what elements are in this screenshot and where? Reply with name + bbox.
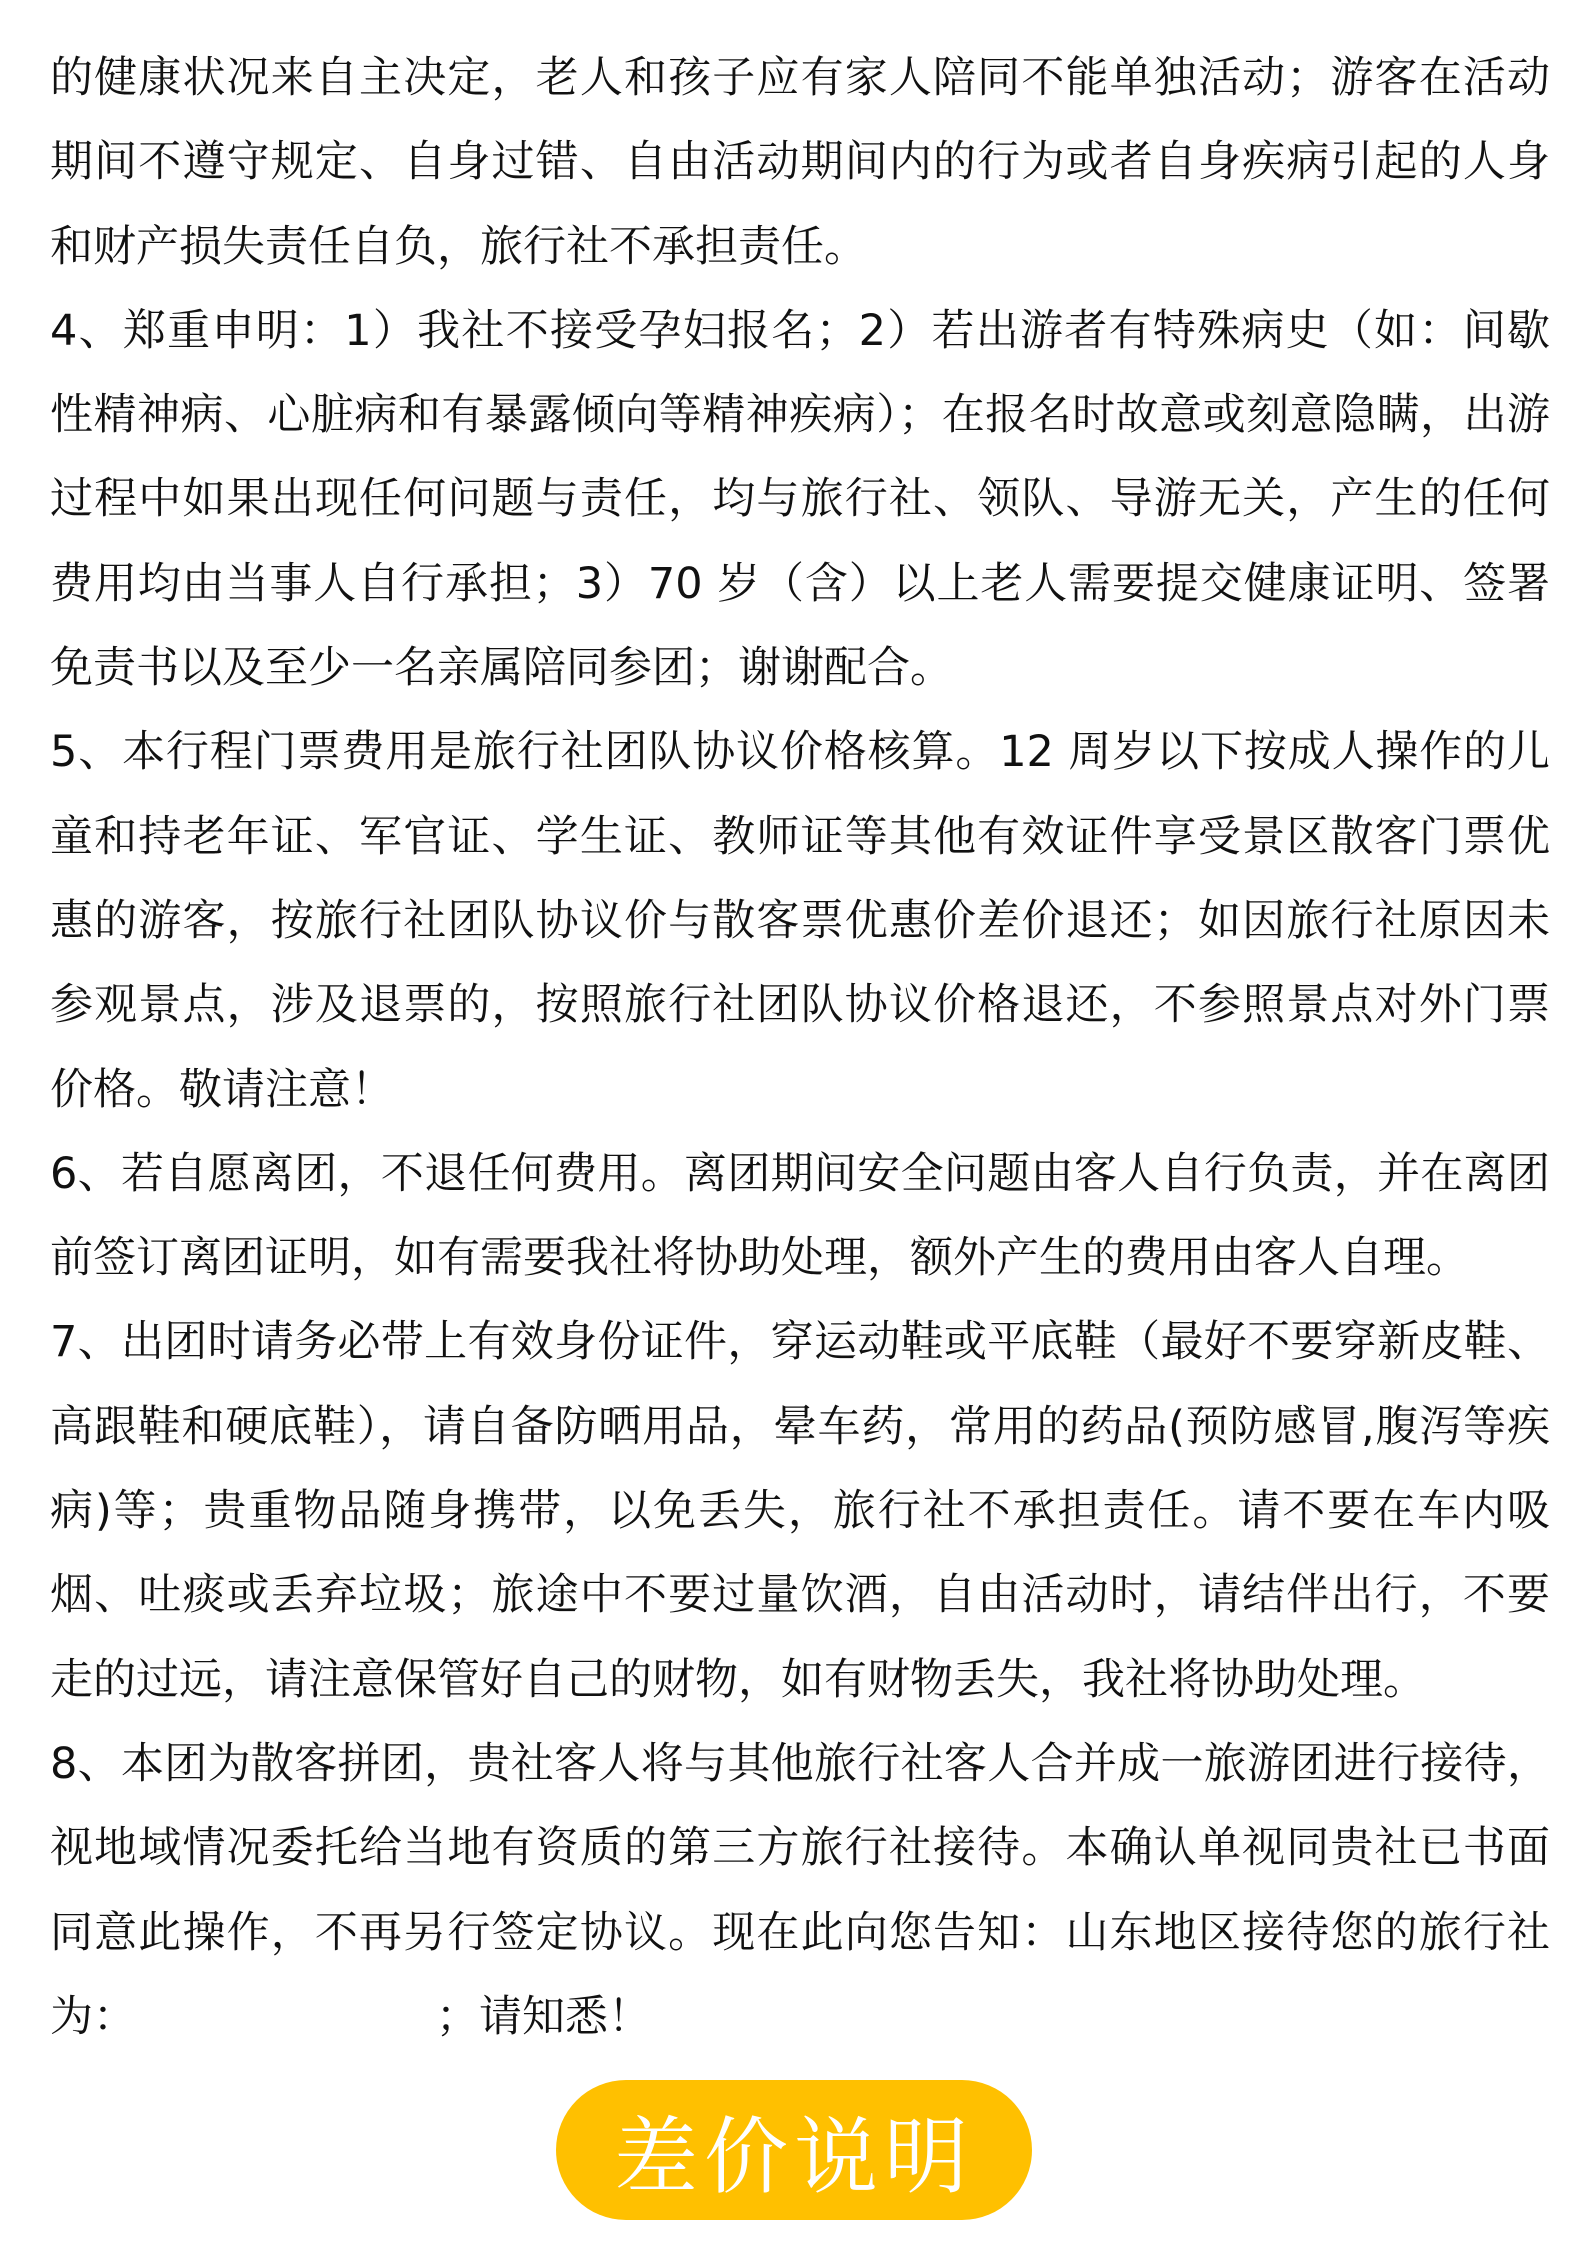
document-body — [50, 36, 1550, 2059]
paragraph-item-6-leaving-group: 6、若自愿离团，不退任何费用。离团期间安全问题由客人自行负责，并在离团前签订离团证明，如有需要我社将协助处理，额外产生的费用由客人自理。 — [50, 1148, 1550, 1284]
paragraph-item-4-declaration: 4、郑重申明：1）我社不接受孕妇报名；2）若出游者有特殊病史（如：间歇性精神病、心脏病和有暴露倾向等精神疾病）；在报名时故意或刻意隐瞒，出游过程中如果出现任何问题与责任，均与旅行社、领队、导游无关，产生的任何费用均由当事人自行承担；3）70 岁（含）以上老人需要提交健康证明、签署免责书以及至少一名亲属陪同参团；谢谢配合。 — [50, 305, 1550, 694]
paragraph-item-5-tickets: 5、本行程门票费用是旅行社团队协议价格核算。12 周岁以下按成人操作的儿童和持老年证、军官证、学生证、教师证等其他有效证件享受景区散客门票优惠的游客，按旅行社团队协议价与散客票优惠价差价退还；如因旅行社原因未参观景点，涉及退票的，按照旅行社团队协议价格退还，不参照景点对外门票价格。敬请注意！ — [50, 727, 1550, 1115]
paragraph-item-7-precautions: 7、出团时请务必带上有效身份证件，穿运动鞋或平底鞋（最好不要穿新皮鞋、高跟鞋和硬底鞋），请自备防晒用品，晕车药，常用的药品(预防感冒,腹泻等疾病)等；贵重物品随身携带，以免丢失，旅行社不承担责任。请不要在车内吸烟、吐痰或丢弃垃圾；旅途中不要过量饮酒，自由活动时，请结伴出行，不要走的过远，请注意保管好自己的财物，如有财物丢失，我社将协助处理。 — [50, 1317, 1550, 1705]
paragraph-item-8-ending: ；请知悉！ — [436, 1991, 651, 2042]
paragraph-item-8-text: 8、本团为散客拼团，贵社客人将与其他旅行社客人合并成一旅游团进行接待，视地域情况委托给当地有资质的第三方旅行社接待。本确认单视同贵社已书面同意此操作，不再另行签定协议。现在此向您告知：山东地区接待您的旅行社为： — [50, 1738, 1550, 2042]
paragraph-item-8-group-merge — [50, 1722, 1550, 2059]
price-difference-section-badge — [556, 2080, 1032, 2220]
section-badge-label: 差价说明 — [613, 2107, 974, 2206]
paragraph-health-continued: 的健康状况来自主决定，老人和孩子应有家人陪同不能单独活动；游客在活动期间不遵守规定、自身过错、自由活动期间内的行为或者自身疾病引起的人身和财产损失责任自负，旅行社不承担责任。 — [50, 53, 1550, 272]
